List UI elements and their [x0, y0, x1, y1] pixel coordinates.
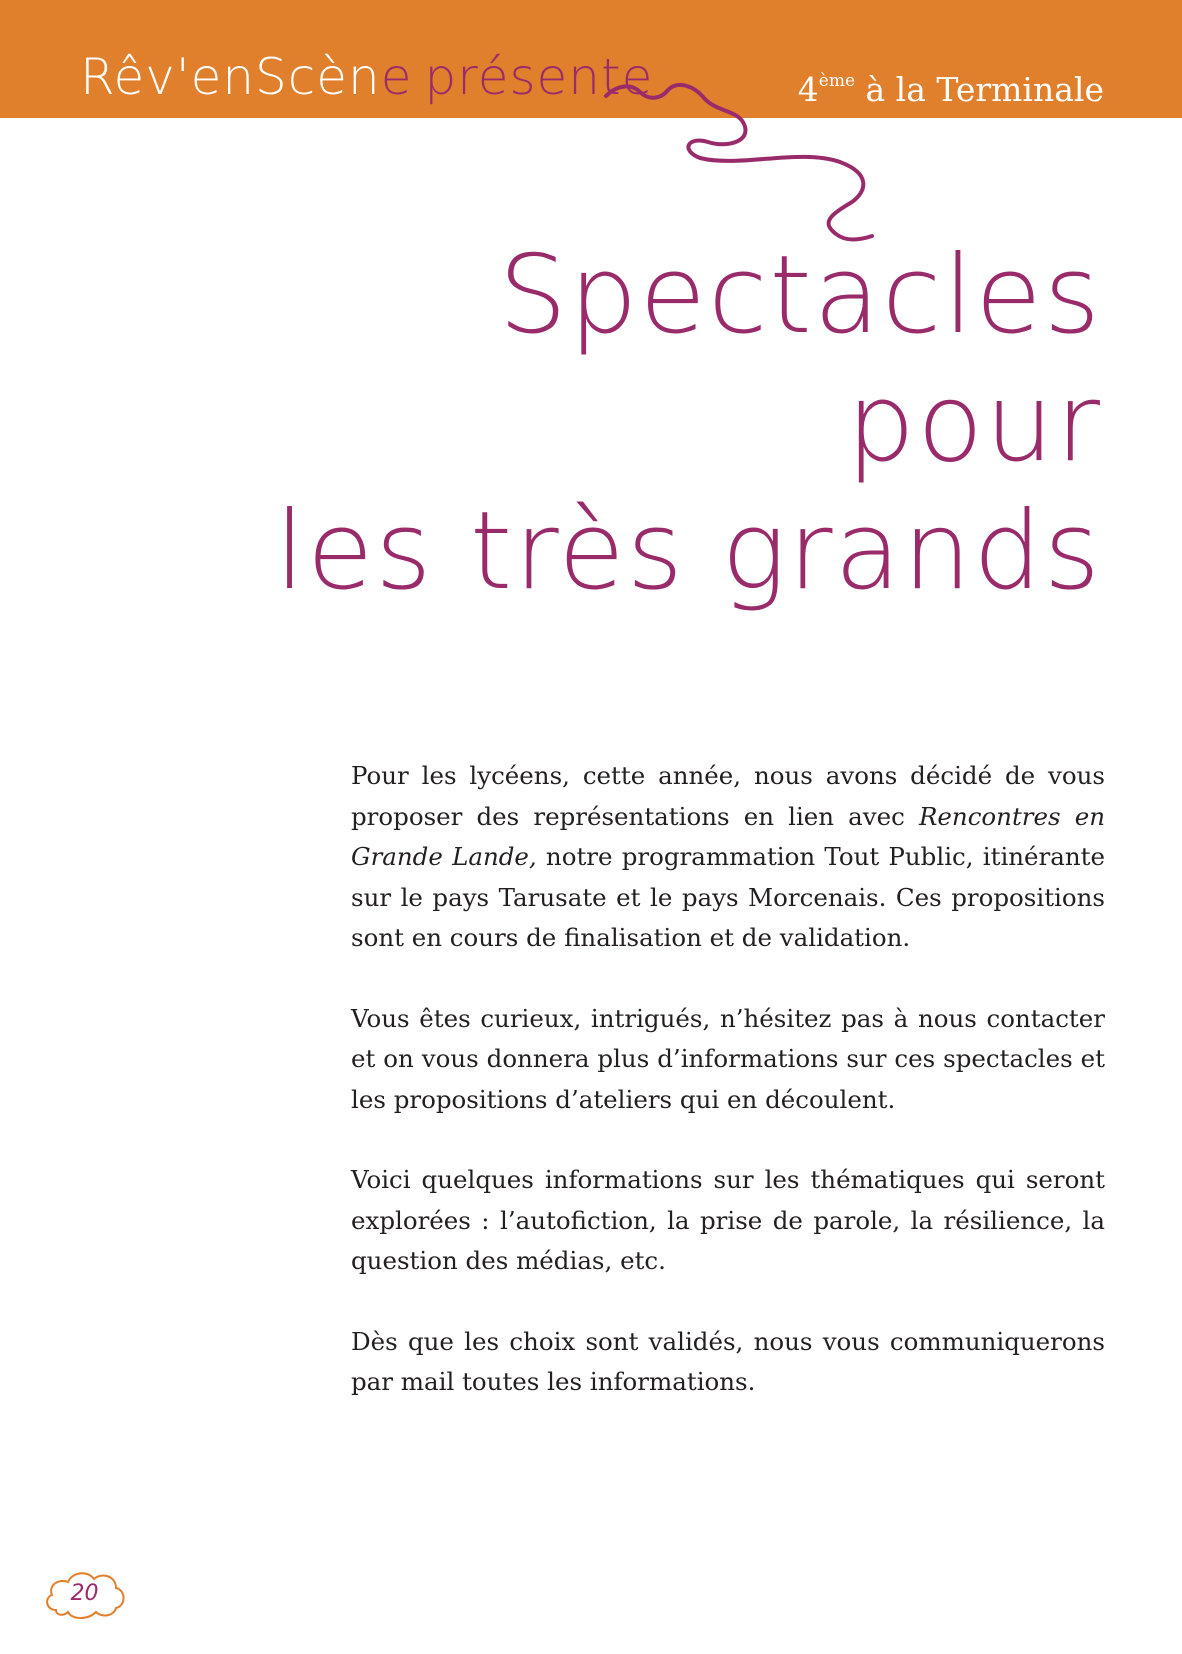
paragraph-1: [351, 756, 1105, 959]
body-text: [351, 756, 1105, 1443]
event-name: Rencontres en Grande Lande,: [351, 801, 1105, 871]
paragraph-4: Dès que les choix sont validés, nous vous communiquerons par mail toutes les informations.: [351, 1326, 1105, 1396]
brand-presents: présente: [424, 48, 654, 106]
brand-name: Rêv'enScèn: [80, 48, 381, 106]
grade-level-superscript: ème: [818, 71, 856, 91]
brand-name-end: e: [380, 48, 413, 106]
page-number-badge: [42, 1566, 127, 1622]
title-line-3: les très grands: [274, 489, 1102, 614]
title-line-1: Spectacles: [498, 233, 1102, 358]
grade-level-text: à la Terminale: [855, 70, 1104, 109]
paragraph-1-start: Pour les lycéens, cette année, nous avons décidé de vous proposer des représentations en lien avec: [351, 761, 1105, 831]
title-line-2: pour: [846, 361, 1102, 486]
paragraph-3: Voici quelques informations sur les thématiques qui seront explorées : l’autofiction, la prise de parole, la résilience, la question des médias, etc.: [351, 1165, 1105, 1275]
paragraph-1-end: notre programmation Tout Public, itinérante sur le pays Tarusate et le pays Morcenais. Ces propositions sont en cours de finalisation et de validation.: [351, 842, 1105, 952]
page-number: 20: [70, 1581, 99, 1606]
paragraph-2: Vous êtes curieux, intrigués, n’hésitez pas à nous contacter et on vous donnera plus d’informations sur ces spectacles et les propositions d’ateliers qui en découlent.: [351, 1003, 1105, 1114]
grade-level-number: 4: [797, 70, 819, 109]
page-title: [275, 232, 1102, 616]
